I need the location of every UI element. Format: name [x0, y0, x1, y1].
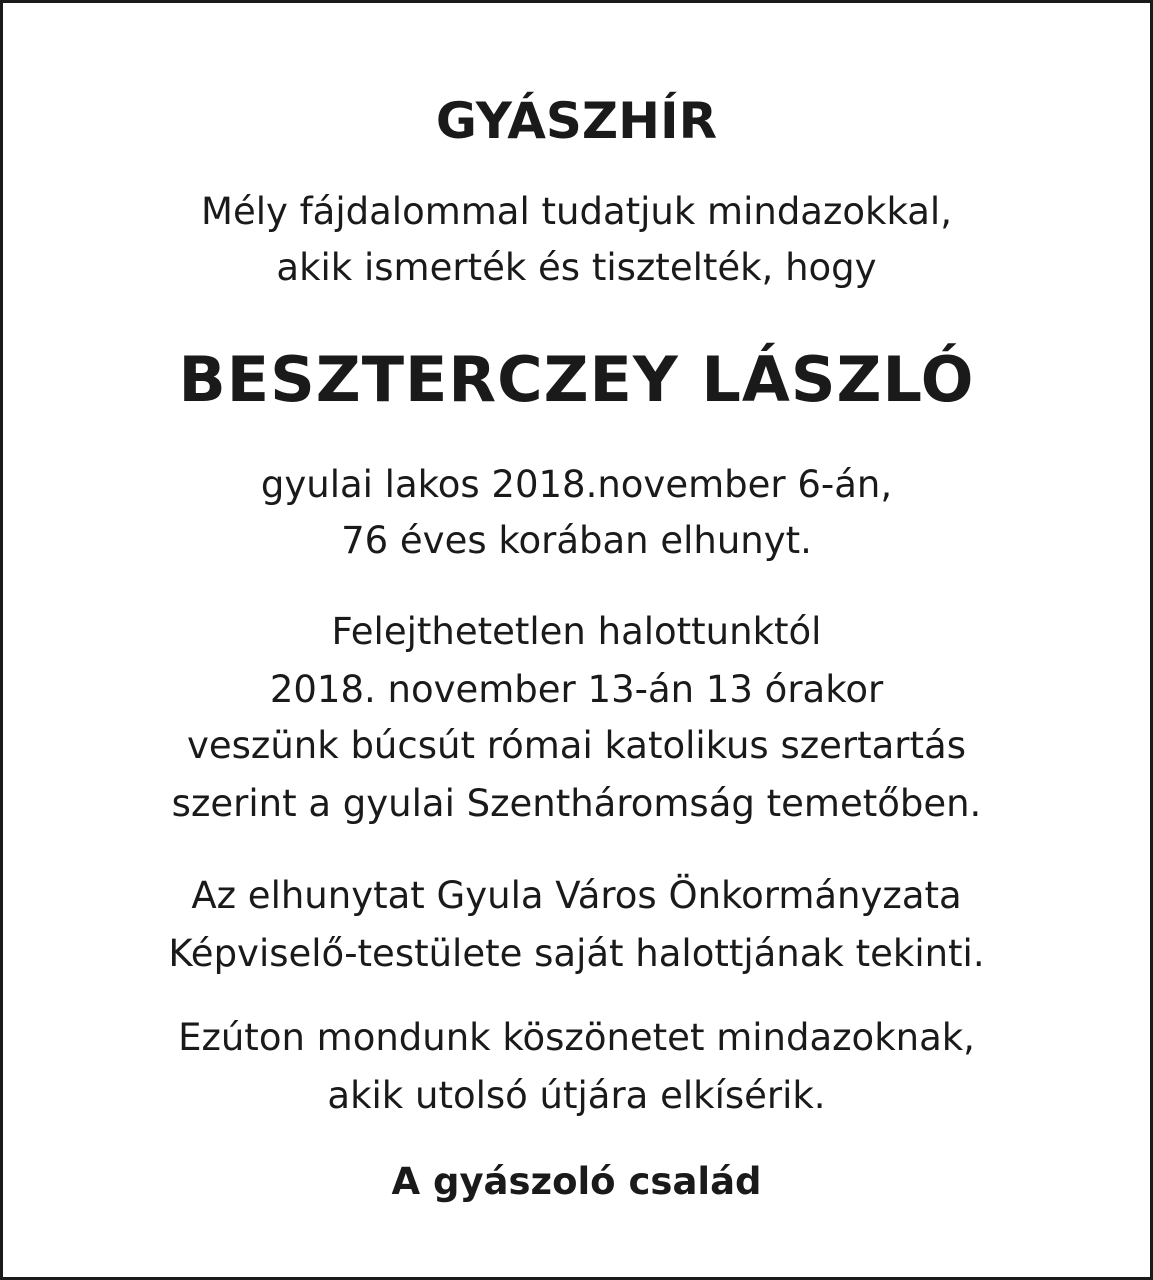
intro-line-1: Mély fájdalommal tudatjuk mindazokkal, [201, 190, 952, 233]
funeral-line-1: Felejthetetlen halottunktól [331, 610, 822, 653]
notice-heading: GYÁSZHÍR [435, 92, 718, 150]
funeral-line-3: veszünk búcsút római katolikus szertartás [187, 724, 966, 767]
intro-line-2: akik ismerték és tisztelték, hogy [276, 246, 877, 289]
deceased-name: BESZTERCZEY LÁSZLÓ [178, 343, 975, 416]
funeral-line-2: 2018. november 13-án 13 órakor [269, 668, 884, 711]
death-details-line-2: 76 éves korában elhunyt. [341, 519, 812, 562]
signature: A gyászoló család [391, 1160, 762, 1203]
municipality-line-1: Az elhunytat Gyula Város Önkormányzata [191, 874, 962, 917]
thanks-line-1: Ezúton mondunk köszönetet mindazoknak, [178, 1016, 975, 1059]
thanks-line-2: akik utolsó útjára elkísérik. [327, 1074, 826, 1117]
death-details-line-1: gyulai lakos 2018.november 6-án, [260, 463, 893, 506]
municipality-line-2: Képviselő-testülete saját halottjának tekinti. [168, 932, 985, 975]
funeral-line-4: szerint a gyulai Szentháromság temetőben. [171, 782, 982, 825]
